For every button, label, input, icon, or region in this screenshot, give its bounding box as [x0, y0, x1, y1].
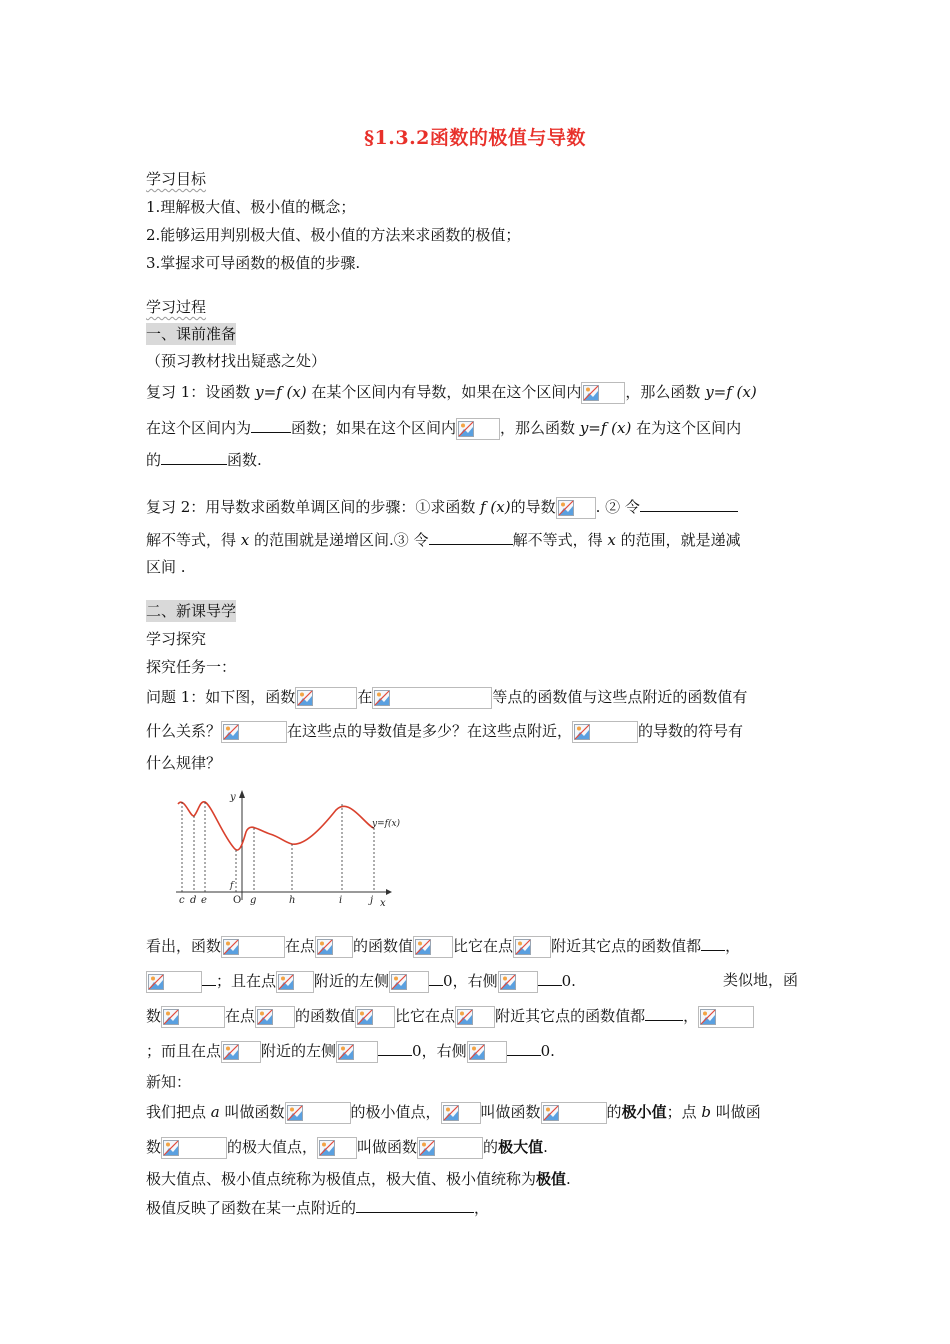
formula-image — [336, 1041, 378, 1063]
answer-blank[interactable] — [701, 934, 725, 951]
broken-image-icon — [223, 724, 239, 740]
review1-line2: 在这个区间内为 函数；如果在这个区间内 ，那么函数 y=f (x) 在为这个区间内 — [146, 416, 741, 440]
tick-label: j — [370, 895, 374, 906]
explore-heading: 学习探究 — [146, 630, 207, 648]
broken-image-icon — [223, 1044, 239, 1060]
tick-label: g — [250, 895, 257, 906]
broken-image-icon — [338, 1044, 354, 1060]
broken-image-icon — [391, 974, 407, 990]
answer-blank[interactable] — [507, 1039, 541, 1056]
formula-image — [389, 971, 429, 993]
question1-line3: 什么规律？ — [146, 754, 222, 772]
new-knowledge-heading: 新知： — [146, 1073, 192, 1091]
formula-image — [498, 971, 538, 993]
new-knowledge-line2: 数 的极大值点， 叫做函数 的极大值. — [146, 1136, 548, 1159]
broken-image-icon — [469, 1044, 485, 1060]
formula-image — [556, 497, 596, 519]
formula-image — [455, 1006, 495, 1028]
answer-blank[interactable] — [538, 969, 562, 986]
formula-image — [221, 1041, 261, 1063]
similar-text: 类似地，函 — [722, 971, 798, 989]
broken-image-icon — [357, 1009, 373, 1025]
answer-blank[interactable] — [378, 1039, 412, 1056]
x-axis-arrow — [386, 889, 392, 895]
answer-blank[interactable] — [202, 969, 216, 986]
goal-item: 3.掌握求可导函数的极值的步骤. — [146, 254, 361, 272]
x-axis-label: x — [380, 898, 386, 909]
formula-image — [372, 687, 492, 709]
formula-image — [276, 971, 314, 993]
broken-image-icon — [163, 1009, 179, 1025]
tick-label: e — [201, 895, 207, 906]
function-graph — [172, 782, 401, 910]
formula-image — [315, 936, 353, 958]
preview-note: （预习教材找出疑惑之处） — [146, 352, 327, 370]
review2-line1: 复习 2：用导数求函数单调区间的步骤：①求函数 f (x)的导数 . ② 令 — [146, 495, 738, 519]
goal-item: 2.能够运用判别极大值、极小值的方法来求函数的极值； — [146, 226, 521, 244]
review1-line3: 的 函数. — [146, 448, 262, 471]
answer-blank[interactable] — [251, 416, 291, 433]
broken-image-icon — [583, 385, 599, 401]
formula-image — [317, 1137, 357, 1159]
y-axis-arrow — [239, 790, 245, 798]
f-label: f — [230, 881, 234, 891]
broken-image-icon — [574, 724, 590, 740]
tick-label: d — [190, 895, 197, 906]
broken-image-icon — [458, 421, 474, 437]
formula-image — [161, 1137, 227, 1159]
formula-image — [413, 936, 453, 958]
question1-line1: 问题 1：如下图，函数 在 等点的函数值与这些点附近的函数值有 — [146, 686, 747, 709]
formula-image — [146, 971, 202, 993]
formula-image — [417, 1137, 483, 1159]
formula-image — [161, 1006, 225, 1028]
tick-label: O — [233, 895, 242, 906]
formula-image — [581, 382, 625, 404]
broken-image-icon — [543, 1105, 559, 1121]
broken-image-icon — [278, 974, 294, 990]
answer-blank[interactable] — [161, 448, 227, 465]
answer-blank[interactable] — [640, 495, 738, 512]
broken-image-icon — [317, 939, 333, 955]
process-heading: 学习过程 — [146, 298, 207, 316]
broken-image-icon — [148, 974, 164, 990]
formula-image — [355, 1006, 395, 1028]
broken-image-icon — [287, 1105, 303, 1121]
page-title: §1.3.2函数的极值与导数 — [364, 127, 586, 149]
dashed-guides — [182, 802, 374, 892]
review2-line2: 解不等式，得 x 的范围就是递增区间.③ 令 解不等式，得 x 的范围，就是递减 — [146, 528, 741, 551]
curve-label: y=f(x) — [372, 819, 401, 829]
function-curve — [178, 802, 374, 850]
formula-image — [295, 687, 357, 709]
new-knowledge-line1: 我们把点 a 叫做函数 的极小值点， 叫做函数 的极小值；点 b 叫做函 — [146, 1101, 761, 1124]
observe-line2: ；且在点 附近的左侧 0，右侧 0. 类似地，函 — [146, 969, 798, 993]
review2-line3: 区间 . — [146, 558, 186, 576]
observe-line4: ；而且在点 附近的左侧 0，右侧 0. — [146, 1039, 555, 1063]
section-heading-2: 二、新课导学 — [146, 602, 237, 620]
broken-image-icon — [257, 1009, 273, 1025]
formula-image — [221, 936, 285, 958]
broken-image-icon — [163, 1140, 179, 1156]
goal-item: 1.理解极大值、极小值的概念； — [146, 198, 356, 216]
broken-image-icon — [374, 690, 390, 706]
answer-blank[interactable] — [429, 969, 443, 986]
new-knowledge-line3: 极大值点、极小值点统称为极值点，极大值、极小值统称为极值. — [146, 1170, 571, 1188]
broken-image-icon — [558, 500, 574, 516]
section-heading-1: 一、课前准备 — [146, 325, 237, 343]
broken-image-icon — [443, 1105, 459, 1121]
task-heading: 探究任务一： — [146, 658, 237, 676]
answer-blank[interactable] — [429, 528, 513, 545]
broken-image-icon — [500, 974, 516, 990]
y-axis-label: y — [230, 792, 236, 803]
observe-line1: 看出，函数 在点 的函数值 比它在点 附近其它点的函数值都 ， — [146, 934, 740, 958]
formula-image — [441, 1102, 481, 1124]
formula-image — [221, 721, 287, 743]
broken-image-icon — [223, 939, 239, 955]
formula-image — [255, 1006, 295, 1028]
observe-line3: 数 在点 的函数值 比它在点 附近其它点的函数值都 ， — [146, 1004, 754, 1028]
broken-image-icon — [415, 939, 431, 955]
broken-image-icon — [515, 939, 531, 955]
broken-image-icon — [297, 690, 313, 706]
tick-label: i — [339, 895, 343, 906]
broken-image-icon — [700, 1009, 716, 1025]
broken-image-icon — [319, 1140, 335, 1156]
formula-image — [572, 721, 638, 743]
formula-image — [467, 1041, 507, 1063]
new-knowledge-line4: 极值反映了函数在某一点附近的 ， — [146, 1196, 489, 1219]
broken-image-icon — [419, 1140, 435, 1156]
tick-label: h — [289, 895, 296, 906]
review1-line1: 复习 1：设函数 y=f (x) 在某个区间内有导数，如果在这个区间内 ，那么函数 y=f (x) — [146, 381, 757, 404]
formula-image — [285, 1102, 351, 1124]
answer-blank[interactable] — [645, 1004, 683, 1021]
broken-image-icon — [457, 1009, 473, 1025]
formula-image — [456, 418, 500, 440]
question1-line2: 什么关系？ 在这些点的导数值是多少？在这些点附近， 的导数的符号有 — [146, 720, 743, 743]
tick-label: c — [179, 895, 185, 906]
formula-image — [698, 1006, 754, 1028]
goals-heading: 学习目标 — [146, 170, 207, 188]
formula-image — [513, 936, 551, 958]
answer-blank[interactable] — [356, 1196, 474, 1213]
formula-image — [541, 1102, 607, 1124]
